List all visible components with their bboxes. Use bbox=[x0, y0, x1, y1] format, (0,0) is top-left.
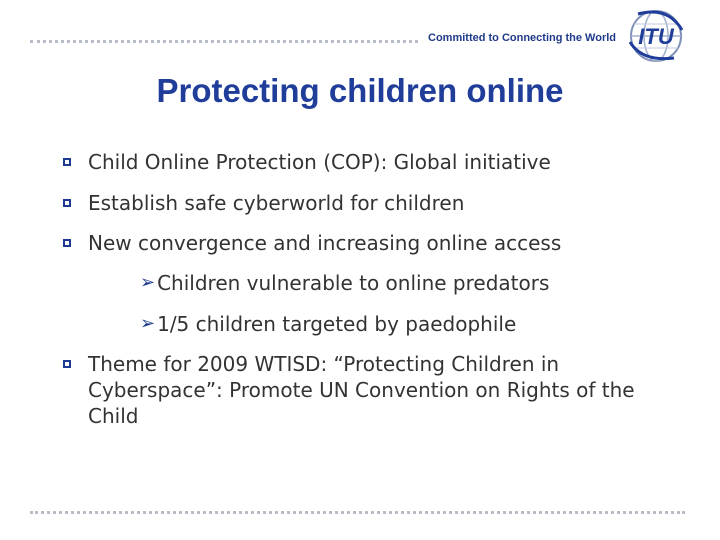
square-bullet-icon bbox=[62, 157, 72, 167]
arrow-bullet-icon: ➢ bbox=[140, 313, 156, 334]
arrow-bullet-icon: ➢ bbox=[140, 272, 156, 293]
sub-bullet-text: 1/5 children targeted by paedophile bbox=[157, 312, 517, 336]
sub-bullet-item bbox=[140, 311, 516, 337]
bullet-item bbox=[62, 149, 551, 175]
square-bullet-icon bbox=[62, 359, 72, 369]
bullet-text: New convergence and increasing online access bbox=[88, 231, 562, 255]
square-bullet-icon bbox=[62, 198, 72, 208]
logo-text: ITU bbox=[638, 24, 674, 49]
sub-bullet-item bbox=[140, 270, 549, 296]
bullet-text: Theme for 2009 WTISD: “Protecting Children in Cyberspace”: Promote UN Convention on Rights of the Child bbox=[88, 352, 635, 428]
bullet-item bbox=[62, 230, 561, 256]
tagline: Committed to Connecting the World bbox=[428, 32, 617, 44]
bullet-text: Establish safe cyberworld for children bbox=[88, 191, 465, 215]
footer-divider bbox=[30, 511, 685, 514]
bullet-text: Child Online Protection (COP): Global initiative bbox=[88, 150, 551, 174]
slide-title: Protecting children online bbox=[156, 72, 564, 109]
square-bullet-icon bbox=[62, 238, 72, 248]
sub-bullet-text: Children vulnerable to online predators bbox=[157, 271, 550, 295]
bullet-item bbox=[62, 190, 464, 216]
bullet-item bbox=[62, 351, 652, 429]
